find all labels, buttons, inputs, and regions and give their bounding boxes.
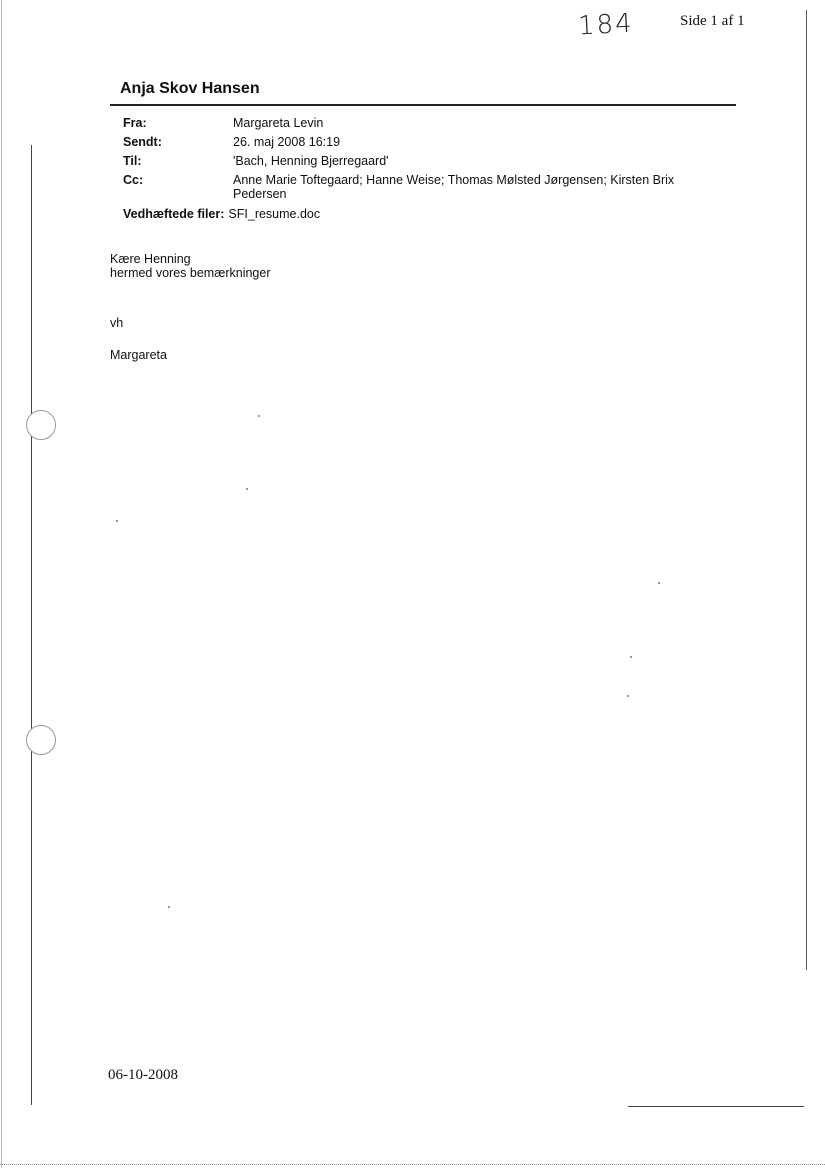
header-row-attachments [123,207,723,221]
from-value: Margareta Levin [233,116,324,130]
attachments-label: Vedhæftede filer: [123,207,225,221]
scan-speck [630,656,632,658]
body-greeting: Kære Henning [110,252,191,266]
scan-speck [168,906,170,908]
punch-hole [26,410,56,440]
sent-label: Sendt: [123,135,162,149]
header-row-to [123,154,723,168]
from-label: Fra: [123,116,147,130]
cc-value: Anne Marie Toftegaard; Hanne Weise; Thomas Mølsted Jørgensen; Kirsten Brix Pedersen [233,173,675,201]
header-row-sent [123,135,723,149]
mailbox-owner-name: Anja Skov Hansen [120,80,260,97]
header-row-cc [123,173,723,201]
header-row-from [123,116,723,130]
page-indicator: Side 1 af 1 [680,13,745,29]
bottom-rule [628,1106,804,1107]
header-divider [110,104,736,106]
to-label: Til: [123,154,142,168]
scan-speck [658,582,660,584]
cc-label: Cc: [123,173,144,187]
scan-speck [627,695,629,697]
scan-edge [1,0,2,1168]
body-closing: vh [110,316,124,330]
sent-value: 26. maj 2008 16:19 [233,135,341,149]
scan-edge [806,10,807,970]
email-headers [123,116,723,226]
attachments-value: SFI_resume.doc [228,207,321,221]
scan-speck [246,488,248,490]
to-value: 'Bach, Henning Bjerregaard' [233,154,389,168]
handwritten-page-number: 184 [577,8,635,42]
print-date: 06-10-2008 [108,1067,178,1083]
scan-edge [0,1164,825,1166]
scan-speck [258,415,260,417]
body-signature: Margareta [110,348,167,362]
scan-edge [31,145,32,1105]
body-line: hermed vores bemærkninger [110,266,271,280]
punch-hole [26,725,56,755]
scan-speck [116,520,118,522]
